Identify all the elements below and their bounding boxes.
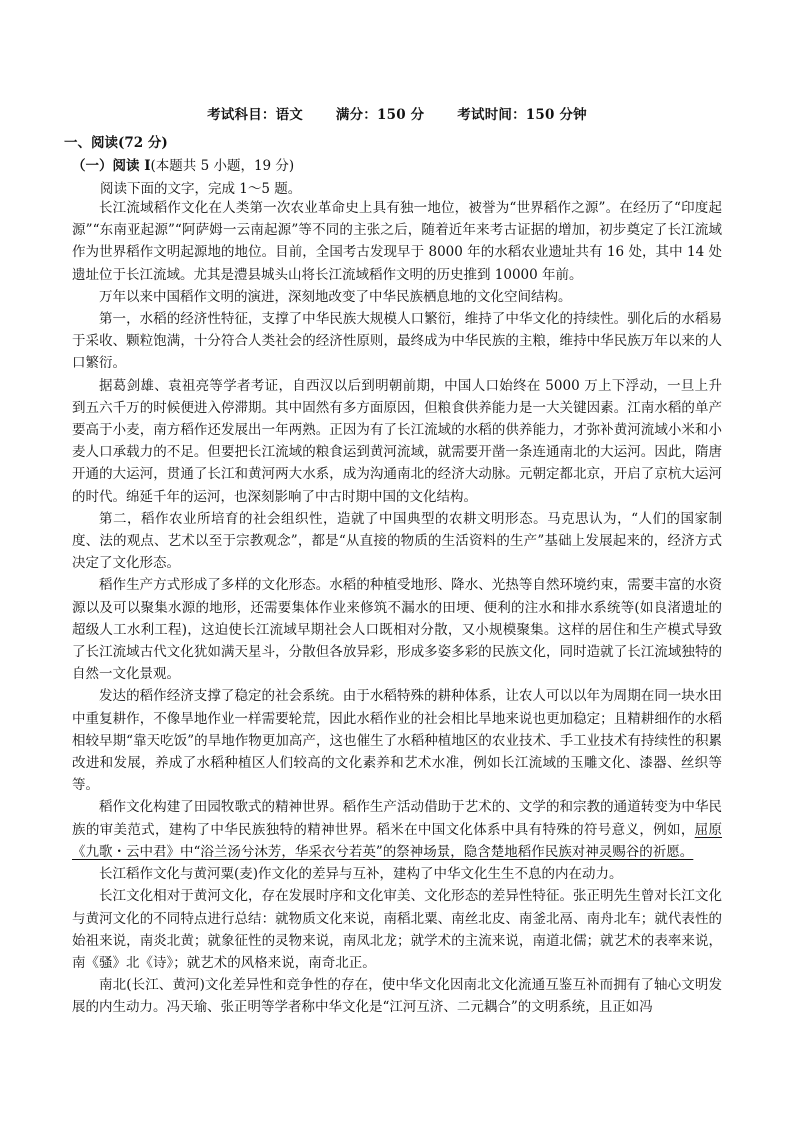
passage-paragraph-spirit (72, 796, 722, 863)
exam-time: 考试时间：150 分钟 (457, 107, 587, 123)
exam-header (0, 103, 794, 123)
passage-paragraph: 第一，水稻的经济性特征，支撑了中华民族大规模人口繁衍，维持了中华文化的持续性。驯化后的水稻易于采收、颗粒饱满，十分符合人类社会的经济性原则，最终成为中华民族的主粮，维持中华民族万年以来的人口繁衍。 (72, 311, 722, 372)
passage-paragraph: 南北(长江、黄河)文化差异性和竞争性的存在，使中华文化因南北文化流通互鉴互补而拥有了轴心文明发展的内生动力。冯天瑜、张正明等学者称中华文化是“江河互济、二元耦合”的文明系统，且正如冯 (72, 977, 722, 1016)
underlined-quote: 屈原《九歌・云中君》中“浴兰汤兮沐芳，华采衣兮若英”的祭神场景，隐含楚地稻作民族对神灵赐谷的祈愿。 (72, 821, 723, 860)
instruction: 阅读下面的文字，完成 1～5 题。 (100, 181, 302, 197)
passage-paragraph: 发达的稻作经济支撑了稳定的社会系统。由于水稻特殊的耕种体系，让农人可以以年为周期在同一块水田中重复耕作，不像旱地作业一样需要轮荒，因此水稻作业的社会相比旱地来说也更加稳定；且精耕细作的水稻相较早期“靠天吃饭”的旱地作物更加高产，这也催生了水稻种植地区的农业技术、手工业技术有持续性的积累改进和发展，养成了水稻种植区人们较高的文化素养和艺术水准，例如长江流域的玉雕文化、漆器、丝织等等。 (72, 688, 722, 794)
passage-paragraph: 稻作生产方式形成了多样的文化形态。水稻的种植受地形、降水、光热等自然环境约束，需要丰富的水资源以及可以聚集水源的地形，还需要集体作业来修筑不漏水的田埂、便利的注水和排水系统等(如良渚遗址的超级人工水利工程)，这迫使长江流域早期社会人口既相对分散，又小规模聚集。这样的居住和生产模式导致了长江流域古代文化犹如满天星斗，分散但各放异彩，形成多姿多彩的民族文化，同时造就了长江流域独特的自然一文化景观。 (72, 577, 722, 683)
passage-paragraph: 长江稻作文化与黄河粟(麦)作文化的差异与互补，建构了中华文化生生不息的内在动力。 (99, 866, 623, 883)
section-title: 一、阅读(72 分) (64, 135, 168, 151)
exam-score: 满分：150 分 (335, 107, 425, 123)
subsection-label: （一）阅读 I (72, 158, 151, 174)
passage-paragraph: 万年以来中国稻作文明的演进，深刻地改变了中华民族栖息地的文化空间结构。 (99, 288, 572, 305)
spirit-text: 稻作文化构建了田园牧歌式的精神世界。稻作生产活动借助于艺术的、文学的和宗教的通道转变为中华民族的审美范式，建构了中华民族独特的精神世界。稻米在中国文化体系中具有特殊的符号意义，例如， (72, 799, 722, 838)
passage-paragraph: 第二，稻作农业所培育的社会组织性，造就了中国典型的农耕文明形态。马克思认为，“人们的国家制度、法的观点、艺术以至于宗教观念”，都是“从直接的物质的生活资料的生产”基础上发展起来的，经济方式决定了文化形态。 (72, 510, 722, 572)
passage-paragraph: 长江文化相对于黄河文化，存在发展时序和文化审美、文化形态的差异性特征。张正明先生曾对长江文化与黄河文化的不同特点进行总结：就物质文化来说，南稻北粟、南丝北皮、南釜北鬲、南舟北车；就代表性的始祖来说，南炎北黄；就象征性的灵物来说，南凤北龙；就学术的主流来说，南道北儒；就艺术的表率来说，南《骚》北《诗》；就艺术的风格来说，南奇北正。 (72, 888, 722, 971)
subsection-title (72, 154, 294, 174)
passage (72, 197, 722, 1019)
exam-subject: 考试科目：语文 (207, 107, 303, 123)
passage-paragraph: 长江流域稻作文化在人类第一次农业革命史上具有独一地位，被誉为“世界稻作之源”。在经历了“印度起源”“东南亚起源”“阿萨姆一云南起源”等不同的主张之后，随着近年来考古证据的增加，初步奠定了长江流域作为世界稻作文明起源地的地位。目前，全国考古发现早于 8000 年的水稻农业遗址共有 16 处，其中 14 处遗址位于长江流域。尤其是澧县城头山将长江流域稻作文明的历史推到 10000 年前。 (72, 200, 722, 283)
subsection-detail: (本题共 5 小题，19 分) (150, 158, 295, 174)
passage-paragraph: 据葛剑雄、袁祖亮等学者考证，自西汉以后到明朝前期，中国人口始终在 5000 万上下浮动，一旦上升到五六千万的时候便进入停滞期。其中固然有多方面原因，但粮食供养能力是一大关键因素。江南水稻的单产要高于小麦，南方稻作还发展出一年两熟。正因为有了长江流域的水稻的供养能力，才弥补黄河流域小米和小麦人口承载力的不足。但要把长江流域的粮食运到黄河流域，就需要开凿一条连通南北的大运河。因此，隋唐开通的大运河，贯通了长江和黄河两大水系，成为沟通南北的经济大动脉。元朝定都北京，开启了京杭大运河的时代。绵延千年的运河，也深刻影响了中古时期中国的文化结构。 (72, 377, 722, 505)
